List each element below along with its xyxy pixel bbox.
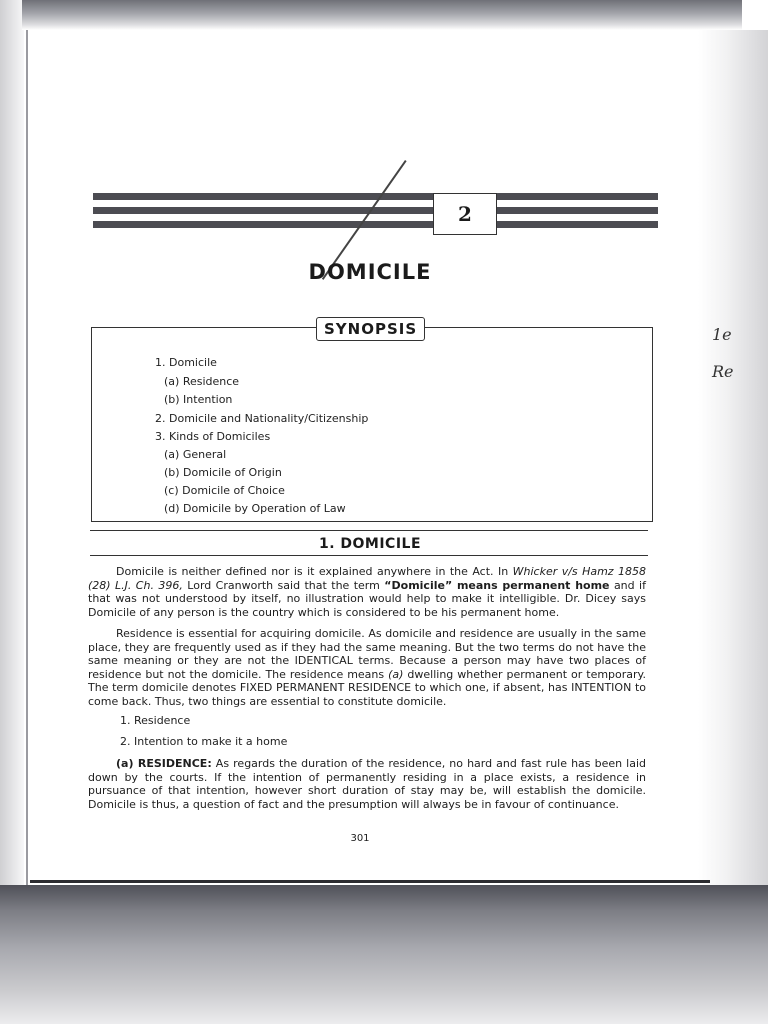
p2-text-b: dwelling whether permanent or temporary. The term domicile denotes FIXED PERMANENT RESIDENCE to which one, if absent, has INTENTION to come back. Thus, two things are essential to constitute domicile.	[88, 667, 646, 708]
synopsis-item: 1. Domicile	[155, 356, 217, 369]
section-title: 1. DOMICILE	[318, 536, 422, 552]
chapter-title: DOMICILE	[308, 260, 432, 284]
synopsis-item: (c) Domicile of Choice	[164, 484, 285, 497]
scan-left-shadow	[0, 0, 24, 1024]
synopsis-item: (b) Domicile of Origin	[164, 466, 282, 479]
synopsis-item: (d) Domicile by Operation of Law	[164, 502, 346, 515]
p2-text-a: Residence is essential for acquiring domicile. As domicile and residence are usually in the same place, they are frequently used as if they had the same meaning. But the two terms do not have the same meaning or they are not the IDENTICAL terms. Because a person may have two places of residence but not the domicile. The residence means	[88, 627, 646, 681]
p2-italic: (a)	[388, 667, 404, 681]
banner-stripe	[93, 207, 658, 214]
synopsis-item: 3. Kinds of Domiciles	[155, 430, 271, 443]
section-rule-top	[90, 530, 648, 531]
list-item: 1. Residence	[120, 714, 191, 727]
synopsis-item: (a) Residence	[164, 375, 240, 388]
list-item: 2. Intention to make it a home	[120, 735, 288, 748]
p1-text-b: Lord Cranworth said that the term	[182, 578, 385, 592]
p3-bold: (a) RESIDENCE:	[116, 757, 212, 770]
scan-bottom-shadow	[0, 885, 768, 1024]
banner-stripe	[93, 193, 658, 200]
page-bottom-edge	[30, 880, 710, 883]
section-rule-bottom	[90, 555, 648, 556]
page-left-edge	[26, 30, 28, 890]
synopsis-item: (b) Intention	[164, 393, 233, 406]
synopsis-label: SYNOPSIS	[316, 317, 425, 341]
p1-bold: “Domicile” means permanent home	[384, 578, 610, 592]
chapter-banner	[93, 193, 658, 229]
paragraph-3	[88, 757, 646, 811]
chapter-number: 2	[433, 193, 497, 235]
margin-handwriting: Re	[712, 362, 734, 381]
scan-right-shadow	[698, 30, 768, 900]
synopsis-item: 2. Domicile and Nationality/Citizenship	[155, 412, 369, 425]
paragraph-1	[88, 565, 646, 619]
paragraph-2	[88, 627, 646, 708]
p1-text-c: and if that was not understood by itself, no illustration would help to make it intelligible. Dr. Dicey says Domicile of any person is the country which is considered to be his permanent home.	[88, 578, 646, 619]
p1-text-a: Domicile is neither defined nor is it explained anywhere in the Act. In	[116, 565, 513, 578]
p3-text: As regards the duration of the residence, no hard and fast rule has been laid down by the courts. If the intention of permanently residing in a place exists, a residence in pursuance of that intention, however short duration of stay may be, will establish the domicile. Domicile is thus, a question of fact and the presumption will always be in favour of continuance.	[88, 757, 646, 811]
page-number: 301	[350, 833, 370, 844]
synopsis-item: (a) General	[164, 448, 227, 461]
margin-handwriting: 1e	[712, 325, 732, 344]
scan-top-edge	[22, 0, 742, 30]
banner-stripe	[93, 221, 658, 228]
case-citation: Whicker v/s Hamz 1858 (28) L.J. Ch. 396,	[88, 565, 647, 592]
